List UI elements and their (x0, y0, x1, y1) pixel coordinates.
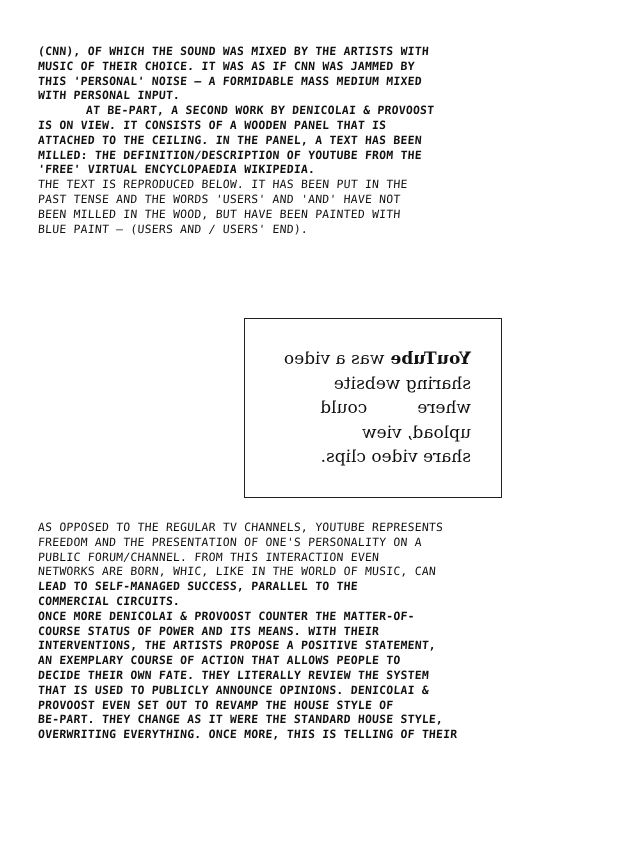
handwritten-paragraph-bottom (38, 520, 590, 742)
text-line: MUSIC OF THEIR CHOICE. IT WAS AS IF CNN WAS JAMMED BY (37, 58, 416, 73)
text-line: FREEDOM AND THE PRESENTATION OF ONE'S PERSONALITY ON A (37, 534, 423, 549)
text-line: OVERWRITING EVERYTHING. ONCE MORE, THIS IS TELLING OF THEIR (37, 727, 458, 742)
text-line: DECIDE THEIR OWN FATE. THEY LITERALLY REVIEW THE SYSTEM (37, 667, 430, 682)
text-line: (CNN), OF WHICH THE SOUND WAS MIXED BY THE ARTISTS WITH (37, 44, 430, 58)
text-line: MILLED: THE DEFINITION/DESCRIPTION OF YOUTUBE FROM THE (37, 147, 423, 162)
text-line: COMMERCIAL CIRCUITS. (37, 593, 181, 608)
text-line: ONCE MORE DENICOLAI & PROVOOST COUNTER THE MATTER-OF- (37, 608, 416, 623)
panel-word: could (320, 398, 368, 418)
text-line: WITH PERSONAL INPUT. (37, 88, 181, 103)
text-line: BEEN MILLED IN THE WOOD, BUT HAVE BEEN PAINTED WITH (37, 206, 402, 221)
text-line: NETWORKS ARE BORN, WHIC, LIKE IN THE WORLD OF MUSIC, CAN (37, 564, 437, 579)
text-line: PAST TENSE AND THE WORDS 'USERS' AND 'AND' HAVE NOT (37, 191, 402, 206)
panel-line (275, 396, 471, 421)
text-line: AT BE-PART, A SECOND WORK BY DENICOLAI & PROVOOST (85, 103, 435, 118)
panel-line: upload, view (362, 422, 471, 443)
text-line: AN EXEMPLARY COURSE OF ACTION THAT ALLOWS PEOPLE TO (37, 653, 402, 668)
text-line: ATTACHED TO THE CEILING. IN THE PANEL, A TEXT HAS BEEN (37, 132, 423, 147)
panel-line: sharing website (333, 373, 471, 394)
text-line: PROVOOST EVEN SET OUT TO REVAMP THE HOUSE STYLE OF (37, 697, 394, 712)
mirrored-text-panel (244, 318, 502, 498)
panel-line (275, 347, 471, 372)
text-line: THE TEXT IS REPRODUCED BELOW. IT HAS BEEN PUT IN THE (37, 177, 409, 192)
panel-word-youtube: YouTube (390, 349, 471, 369)
text-line: AS OPPOSED TO THE REGULAR TV CHANNELS, YOUTUBE REPRESENTS (37, 520, 444, 534)
text-line: PUBLIC FORUM/CHANNEL. FROM THIS INTERACTION EVEN (37, 549, 380, 564)
handwritten-paragraph-top (38, 44, 590, 236)
text-line: LEAD TO SELF-MANAGED SUCCESS, PARALLEL TO THE (37, 579, 359, 594)
mirrored-panel-text (275, 347, 471, 470)
text-line: BLUE PAINT — (USERS AND / USERS' END). (37, 221, 309, 236)
text-line: THAT IS USED TO PUBLICLY ANNOUNCE OPINIONS. DENICOLAI & (37, 682, 430, 697)
panel-word: where (417, 398, 471, 418)
text-line: COURSE STATUS OF POWER AND ITS MEANS. WITH THEIR (37, 623, 380, 638)
text-line: 'FREE' VIRTUAL ENCYCLOPAEDIA WIKIPEDIA. (37, 162, 316, 177)
panel-line: share video clips. (320, 447, 471, 467)
text-line: BE-PART. THEY CHANGE AS IT WERE THE STANDARD HOUSE STYLE, (37, 712, 444, 727)
panel-word: was a video (283, 349, 385, 369)
text-line: THIS 'PERSONAL' NOISE — A FORMIDABLE MASS MEDIUM MIXED (37, 73, 423, 88)
text-line: INTERVENTIONS, THE ARTISTS PROPOSE A POSITIVE STATEMENT, (37, 638, 437, 653)
text-line: IS ON VIEW. IT CONSISTS OF A WOODEN PANEL THAT IS (37, 117, 387, 132)
